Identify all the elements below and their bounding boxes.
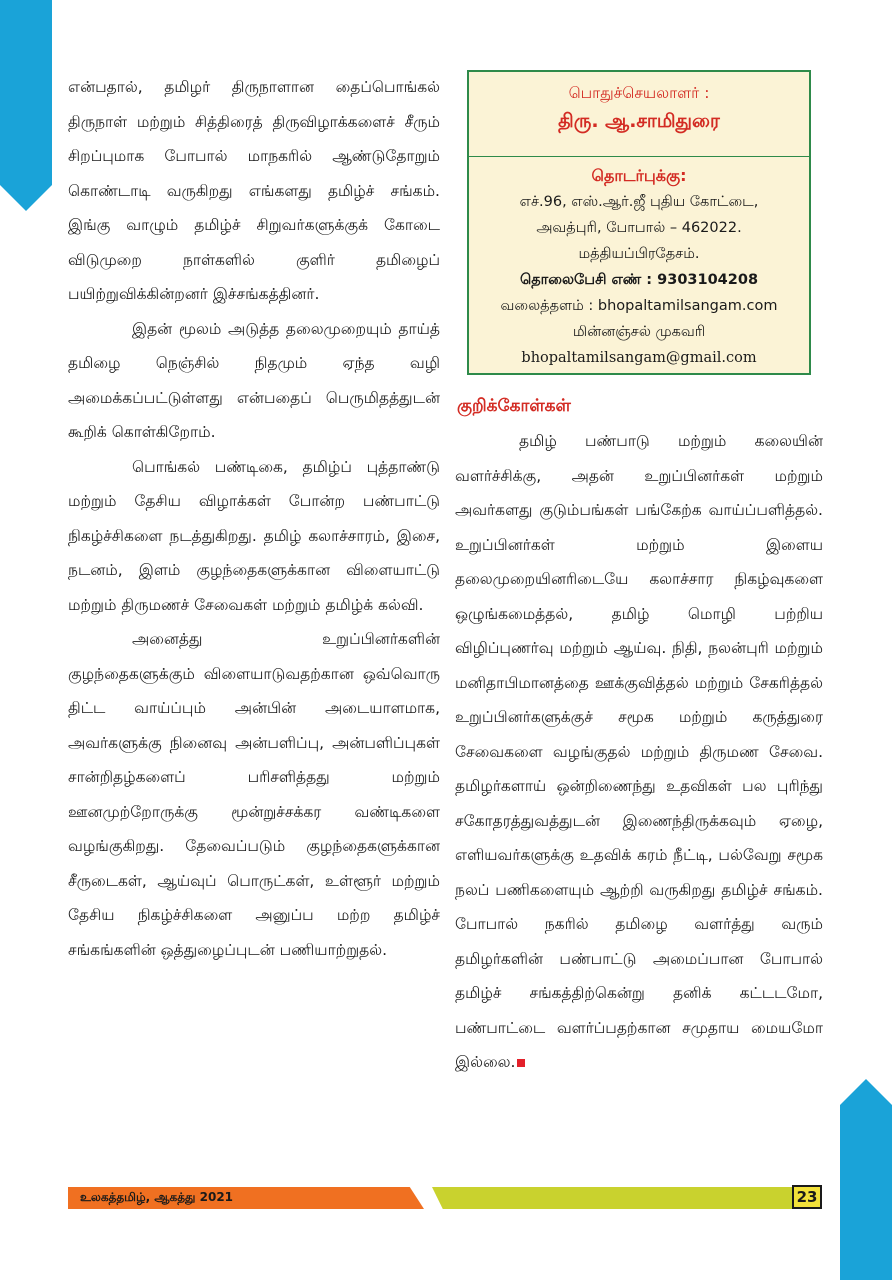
end-of-article-icon	[517, 1059, 525, 1067]
left-paragraph-1: என்பதால், தமிழர் திருநாளான தைப்பொங்கல் திருநாள் மற்றும் சித்திரைத் திருவிழாக்களைச் சீரும் சிறப்புமாக போபால் மாநகரில் ஆண்டுதோறும் கொண்டாடி வருகிறது எங்களது தமிழ்ச் சங்கம். இங்கு வாழும் தமிழ்ச் சிறுவர்களுக்குக் கோடை விடுமுறை நாள்களில் குளிர் தமிழைப் பயிற்றுவிக்கின்றனர் இச்சங்கத்தினர்.	[68, 78, 440, 303]
footer-green-band	[432, 1187, 792, 1209]
address-line-3: மத்தியப்பிரதேசம்.	[578, 246, 700, 262]
address-line-1: எச்.96, எஸ்.ஆர்.ஜீ புதிய கோட்டை,	[519, 194, 759, 210]
website[interactable]: வலைத்தளம் : bhopaltamilsangam.com	[500, 298, 778, 314]
objectives-text: தமிழ் பண்பாடு மற்றும் கலையின் வளர்ச்சிக்கு, அதன் உறுப்பினர்கள் மற்றும் அவர்களது குடும்பங்கள் பங்கேற்க வாய்ப்பளித்தல். உறுப்பினர்கள் மற்றும் இளைய தலைமுறையினரிடையே கலாச்சார நிகழ்வுகளை ஒழுங்கமைத்தல், தமிழ் மொழி பற்றிய விழிப்புணர்வு மற்றும் ஆய்வு. நிதி, நலன்புரி மற்றும் மனிதாபிமானத்தை ஊக்குவித்தல் மற்றும் சேகரித்தல் உறுப்பினர்களுக்குச் சமூக மற்றும் கருத்துரை சேவைகளை வழங்குதல் மற்றும் திருமண சேவை. தமிழர்களாய் ஒன்றிணைந்து உதவிகள் பல புரிந்து சகோதரத்துவத்துடன் இணைந்திருக்கவும் ஏழை, எளியவர்களுக்கு உதவிக் கரம் நீட்டி, பல்வேறு சமூக நலப் பணிகளையும் ஆற்றி வருகிறது தமிழ்ச் சங்கம். போபால் நகரில் தமிழை வளர்த்து வரும் தமிழர்களின் பண்பாட்டு அமைப்பான போபால் தமிழ்ச் சங்கத்திற்கென்று தனிக் கட்டடமோ, பண்பாட்டை வளர்ப்பதற்கான சமுதாய மையமோ இல்லை.	[455, 432, 823, 1071]
address-line-2: அவத்புரி, போபால் – 462022.	[536, 220, 742, 236]
phone-number: தொலைபேசி எண் : 9303104208	[519, 272, 759, 288]
objectives-paragraph	[455, 424, 823, 1080]
left-edge-tab	[0, 0, 52, 185]
page-number: 23	[792, 1185, 822, 1209]
left-column	[68, 70, 440, 967]
contact-section	[469, 157, 809, 371]
email-label: மின்னஞ்சல் முகவரி	[572, 324, 706, 340]
left-paragraph-2: இதன் மூலம் அடுத்த தலைமுறையும் தாய்த் தமிழை நெஞ்சில் நிதமும் ஏந்த வழி அமைக்கப்பட்டுள்ளது என்பதைப் பெருமிதத்துடன் கூறிக் கொள்கிறோம்.	[68, 319, 440, 441]
objectives-heading: குறிக்கோள்கள்	[457, 396, 571, 416]
right-edge-tab	[840, 1105, 892, 1280]
email-address[interactable]: bhopaltamilsangam@gmail.com	[521, 350, 757, 366]
contact-heading: தொடர்புக்கு:	[591, 166, 687, 185]
footer-magazine-title: உலகத்தமிழ், ஆகத்து 2021	[80, 1190, 234, 1204]
left-paragraph-4: அனைத்து உறுப்பினர்களின் குழந்தைகளுக்கும் விளையாடுவதற்கான ஒவ்வொரு திட்ட வாய்ப்பும் அன்பின் அடையாளமாக, அவர்களுக்கு நினைவு அன்பளிப்பு, அன்பளிப்புகள் சான்றிதழ்களைப் பரிசளித்தது மற்றும் ஊனமுற்றோருக்கு மூன்றுச்சக்கர வண்டிகளை வழங்குகிறது. தேவைப்படும் குழந்தைகளுக்கான சீருடைகள், ஆய்வுப் பொருட்கள், உள்ளூர் மற்றும் தேசிய நிகழ்ச்சிகளை அனுப்ப மற்ற தமிழ்ச் சங்கங்களின் ஒத்துழைப்புடன் பணியாற்றுதல்.	[68, 630, 440, 959]
left-paragraph-3: பொங்கல் பண்டிகை, தமிழ்ப் புத்தாண்டு மற்றும் தேசிய விழாக்கள் போன்ற பண்பாட்டு நிகழ்ச்சிகளை நடத்துகிறது. தமிழ் கலாச்சாரம், இசை, நடனம், இளம் குழந்தைகளுக்கான விளையாட்டு மற்றும் திருமணச் சேவைகள் மற்றும் தமிழ்க் கல்வி.	[68, 457, 440, 614]
secretary-label: பொதுச்செயலாளர் :	[568, 84, 710, 102]
contact-info-box	[467, 70, 811, 375]
right-column	[455, 424, 823, 1080]
secretary-section	[469, 72, 809, 157]
secretary-name: திரு. ஆ.சாமிதுரை	[558, 110, 720, 132]
